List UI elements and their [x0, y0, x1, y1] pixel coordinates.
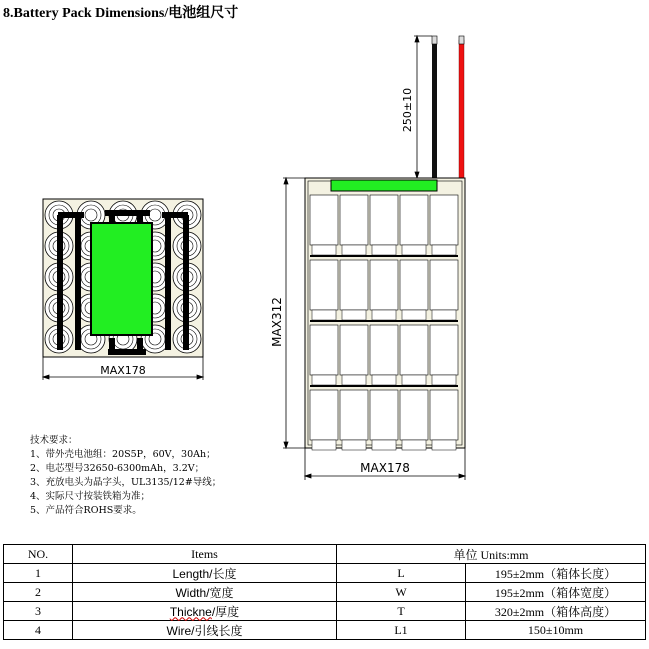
cell-block: [370, 260, 398, 310]
cell-cap: [342, 245, 366, 255]
cell-cap: [372, 310, 396, 320]
cell-block: [340, 260, 368, 310]
side-view: [270, 36, 465, 480]
technical-requirements: [30, 434, 221, 518]
row-item-misspelled: Thickne: [169, 604, 212, 619]
cell-cap: [372, 440, 396, 450]
side-view-bms-board: [331, 180, 437, 191]
header-items: Items: [73, 545, 337, 564]
cell-cap: [432, 375, 456, 385]
requirement-item: 3、充放电头为晶字头，UL3135/12#导线；: [30, 477, 222, 488]
cell-block: [430, 195, 458, 245]
row-symbol: L1: [337, 621, 466, 640]
requirement-item: 4、实际尺寸按装铁箱为准；: [30, 491, 151, 502]
cell-cap: [342, 440, 366, 450]
cell-block: [430, 390, 458, 440]
requirement-item: 1、带外壳电池组：20S5P，60V，30Ah；: [30, 449, 216, 460]
cell-block: [340, 390, 368, 440]
table-row: [4, 602, 646, 621]
row-no: 4: [4, 621, 73, 640]
table-row: [4, 564, 646, 583]
cell-cap: [432, 245, 456, 255]
row-symbol: T: [337, 602, 466, 621]
wire-length-dimension: [414, 36, 432, 178]
row-no: 2: [4, 583, 73, 602]
end-view-bms-board: [91, 223, 152, 335]
cell-cap: [372, 375, 396, 385]
red-wire-tip: [459, 36, 464, 44]
side-view-height-label: MAX312: [270, 297, 284, 347]
cell-cap: [312, 375, 336, 385]
cell-block: [430, 260, 458, 310]
cell-block: [430, 325, 458, 375]
row-no: 3: [4, 602, 73, 621]
side-view-height-dimension: [283, 178, 305, 448]
cell-block: [310, 390, 338, 440]
cell-cap: [312, 440, 336, 450]
cell-block: [370, 325, 398, 375]
end-view: [43, 199, 203, 380]
cell-cap: [342, 375, 366, 385]
cell-cap: [402, 245, 426, 255]
cell-cap: [402, 440, 426, 450]
cell-block: [370, 390, 398, 440]
cell-block: [310, 195, 338, 245]
row-value: 195±2mm（箱体长度）: [466, 564, 646, 583]
row-symbol: L: [337, 564, 466, 583]
row-item: Wire/引线长度: [73, 621, 337, 640]
side-view-width-label: MAX178: [360, 461, 410, 475]
cell-block: [310, 260, 338, 310]
black-wire-tip: [432, 36, 437, 44]
requirement-item: 2、电芯型号32650-6300mAh，3.2V；: [30, 463, 205, 474]
row-no: 1: [4, 564, 73, 583]
section-heading: 8.Battery Pack Dimensions/电池组尺寸: [3, 6, 239, 21]
row-value: 150±10mm: [466, 621, 646, 640]
cell-block: [340, 195, 368, 245]
spec-table: [3, 544, 646, 640]
requirements-title: 技术要求：: [30, 435, 78, 446]
cell-block: [370, 195, 398, 245]
header-no: NO.: [4, 545, 73, 564]
row-item-rest: /厚度: [211, 604, 240, 619]
cell-block: [400, 260, 428, 310]
cell-block: [340, 325, 368, 375]
row-item: Width/宽度: [73, 583, 337, 602]
row-symbol: W: [337, 583, 466, 602]
cell-cap: [402, 375, 426, 385]
row-value: 320±2mm（箱体高度）: [466, 602, 646, 621]
requirement-item: 5、产品符合ROHS要求。: [30, 505, 142, 516]
wire-length-label: 250±10: [401, 87, 414, 133]
row-item: Length/长度: [73, 564, 337, 583]
cell-cap: [432, 440, 456, 450]
black-wire: [432, 40, 437, 184]
row-item: [73, 602, 337, 621]
cell-cap: [402, 310, 426, 320]
cell-cap: [372, 245, 396, 255]
cell-block: [400, 195, 428, 245]
cell-cap: [342, 310, 366, 320]
table-row: [4, 621, 646, 640]
row-value: 195±2mm（箱体宽度）: [466, 583, 646, 602]
table-row: [4, 583, 646, 602]
end-view-width-label: MAX178: [100, 364, 146, 377]
cell-block: [310, 325, 338, 375]
cell-cap: [432, 310, 456, 320]
cell-block: [400, 390, 428, 440]
header-units: 单位 Units:mm: [337, 545, 646, 564]
table-header-row: [4, 545, 646, 564]
cell-cap: [312, 310, 336, 320]
cell-cap: [312, 245, 336, 255]
cell-block: [400, 325, 428, 375]
